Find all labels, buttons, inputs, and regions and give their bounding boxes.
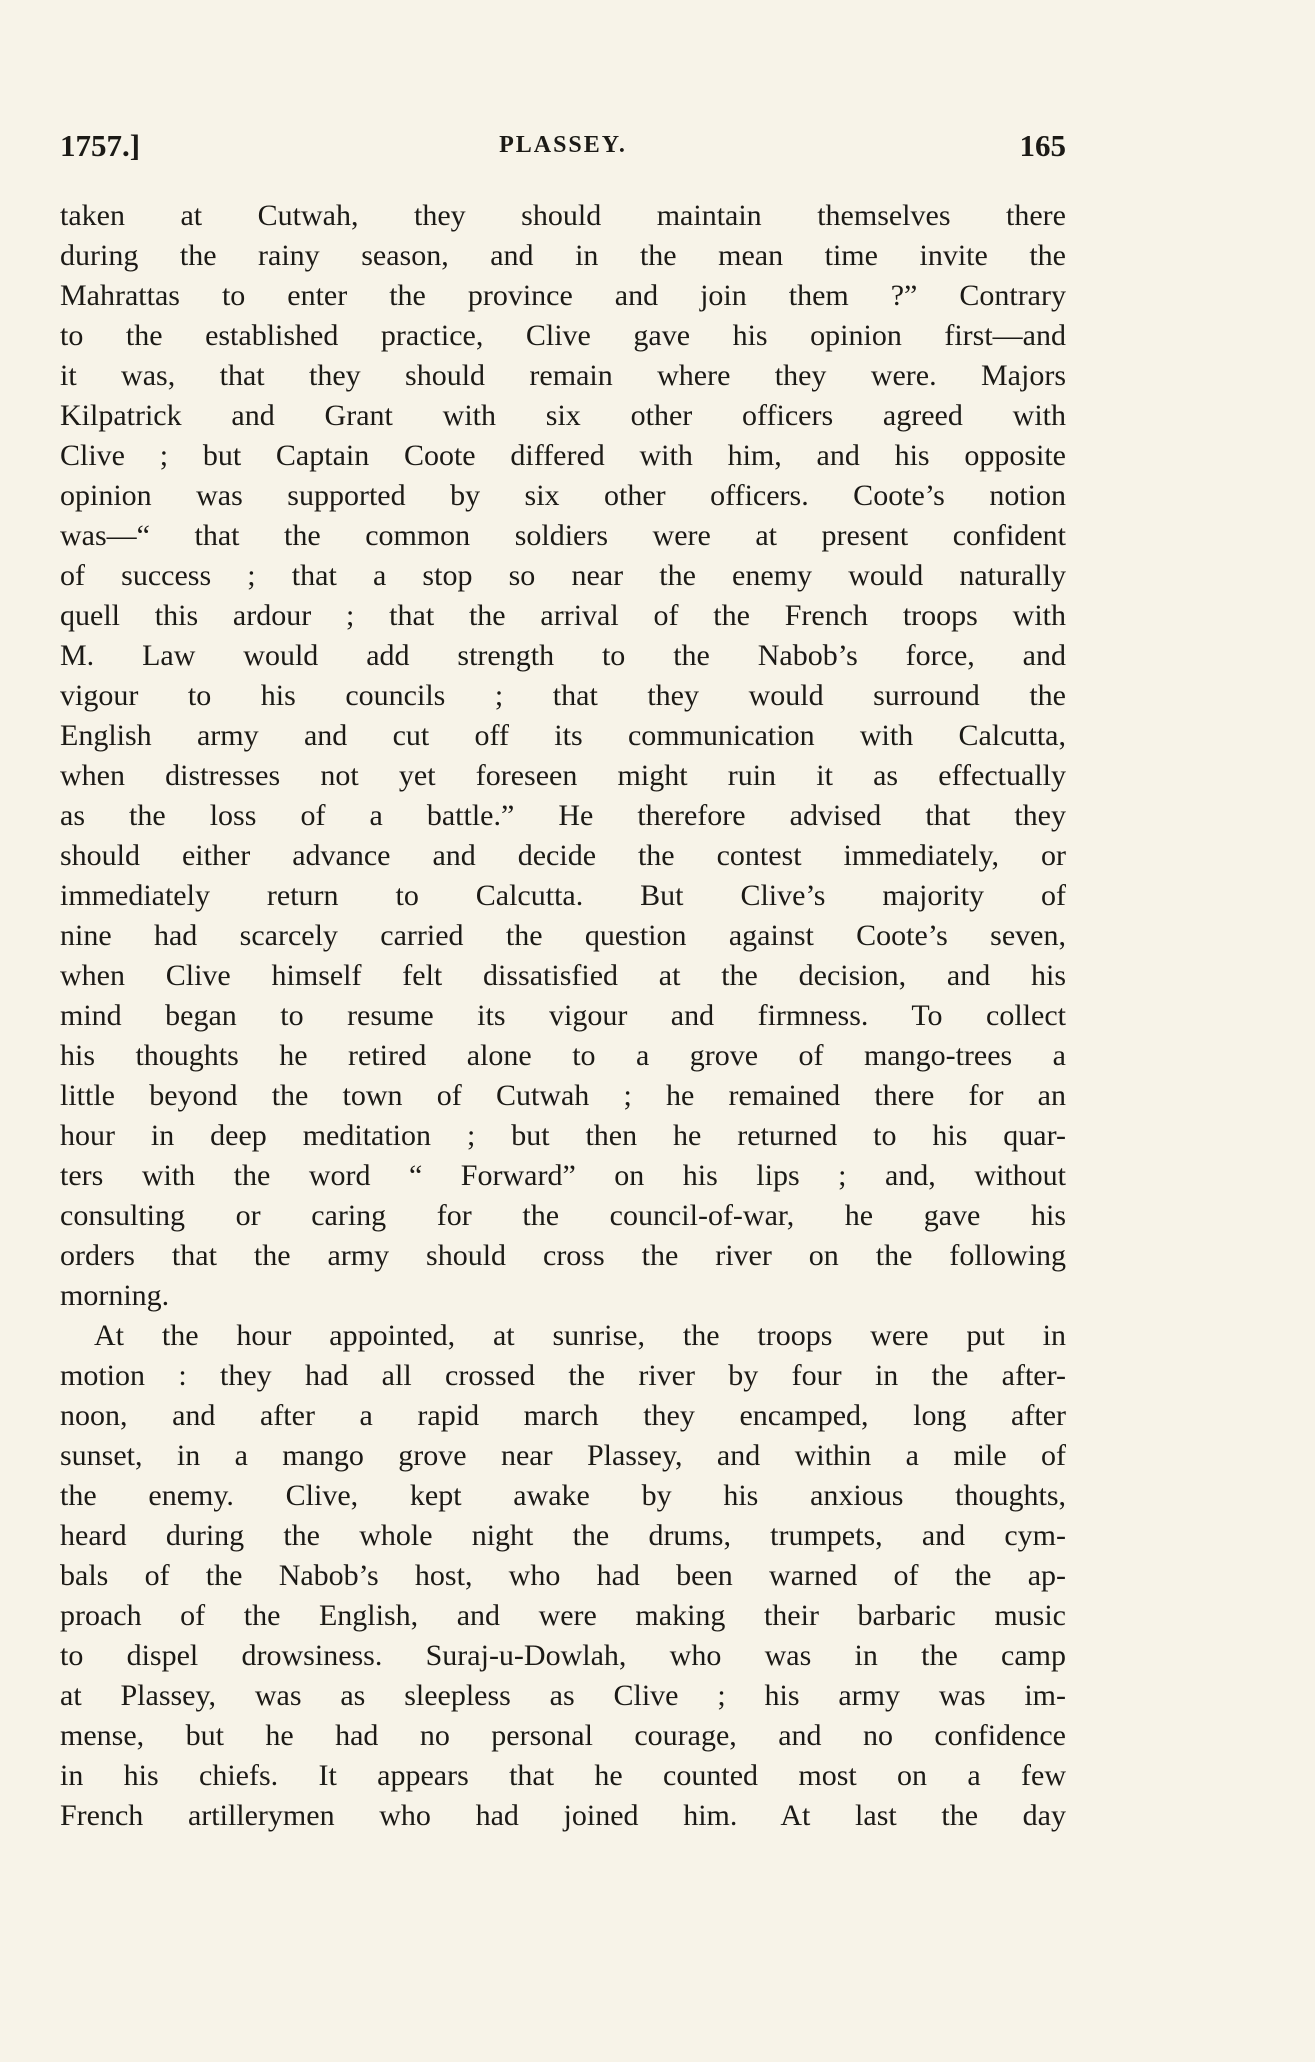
text-line: orders that the army should cross the river on the following [60,1239,1066,1272]
text-line: ters with the word “ Forward” on his lips ; and, without [60,1159,1066,1192]
text-line: vigour to his councils ; that they would surround the [60,679,1066,712]
text-line: it was, that they should remain where they were. Majors [60,359,1066,392]
text-line: M. Law would add strength to the Nabob’s force, and [60,639,1066,672]
text-line: heard during the whole night the drums, trumpets, and cym- [60,1519,1066,1552]
text-line: motion : they had all crossed the river by four in the after- [60,1359,1066,1392]
text-line: Clive ; but Captain Coote differed with him, and his opposite [60,439,1066,472]
text-line: bals of the Nabob’s host, who had been warned of the ap- [60,1559,1066,1592]
text-line: consulting or caring for the council-of-war, he gave his [60,1199,1066,1232]
running-head-year: 1757.] [60,128,141,163]
text-line: mense, but he had no personal courage, and no confidence [60,1719,1066,1752]
text-line: opinion was supported by six other officers. Coote’s notion [60,479,1066,512]
text-line: in his chiefs. It appears that he counted most on a few [60,1759,1066,1792]
running-head [60,128,1066,168]
text-line: Kilpatrick and Grant with six other officers agreed with [60,399,1066,432]
text-line: during the rainy season, and in the mean time invite the [60,239,1066,272]
text-line: immediately return to Calcutta. But Clive’s majority of [60,879,1066,912]
text-line: as the loss of a battle.” He therefore advised that they [60,799,1066,832]
text-line: of success ; that a stop so near the enemy would naturally [60,559,1066,592]
text-line: English army and cut off its communication with Calcutta, [60,719,1066,752]
text-line: his thoughts he retired alone to a grove of mango-trees a [60,1039,1066,1072]
text-line: the enemy. Clive, kept awake by his anxious thoughts, [60,1479,1066,1512]
text-line: mind began to resume its vigour and firmness. To collect [60,999,1066,1032]
text-line: when distresses not yet foreseen might ruin it as effectually [60,759,1066,792]
body-text [60,196,1066,1836]
page-number: 165 [1019,128,1066,163]
text-line: was—“ that the common soldiers were at present confident [60,519,1066,552]
text-line: proach of the English, and were making their barbaric music [60,1599,1066,1632]
paragraph-start-line: At the hour appointed, at sunrise, the troops were put in [94,1319,1066,1352]
book-page [60,128,1066,1836]
text-line: at Plassey, was as sleepless as Clive ; his army was im- [60,1679,1066,1712]
text-line: nine had scarcely carried the question against Coote’s seven, [60,919,1066,952]
text-line: should either advance and decide the contest immediately, or [60,839,1066,872]
text-line: French artillerymen who had joined him. At last the day [60,1799,1066,1832]
text-line: to the established practice, Clive gave his opinion first—and [60,319,1066,352]
text-line: noon, and after a rapid march they encamped, long after [60,1399,1066,1432]
text-line: Mahrattas to enter the province and join them ?” Contrary [60,279,1066,312]
text-line: hour in deep meditation ; but then he returned to his quar- [60,1119,1066,1152]
text-line: when Clive himself felt dissatisfied at the decision, and his [60,959,1066,992]
text-line: little beyond the town of Cutwah ; he remained there for an [60,1079,1066,1112]
text-line: taken at Cutwah, they should maintain themselves there [60,199,1066,232]
text-line: to dispel drowsiness. Suraj-u-Dowlah, who was in the camp [60,1639,1066,1672]
running-head-title: PLASSEY. [499,132,627,158]
text-line: quell this ardour ; that the arrival of the French troops with [60,599,1066,632]
text-line: sunset, in a mango grove near Plassey, and within a mile of [60,1439,1066,1472]
paragraph-end-line: morning. [60,1279,170,1312]
